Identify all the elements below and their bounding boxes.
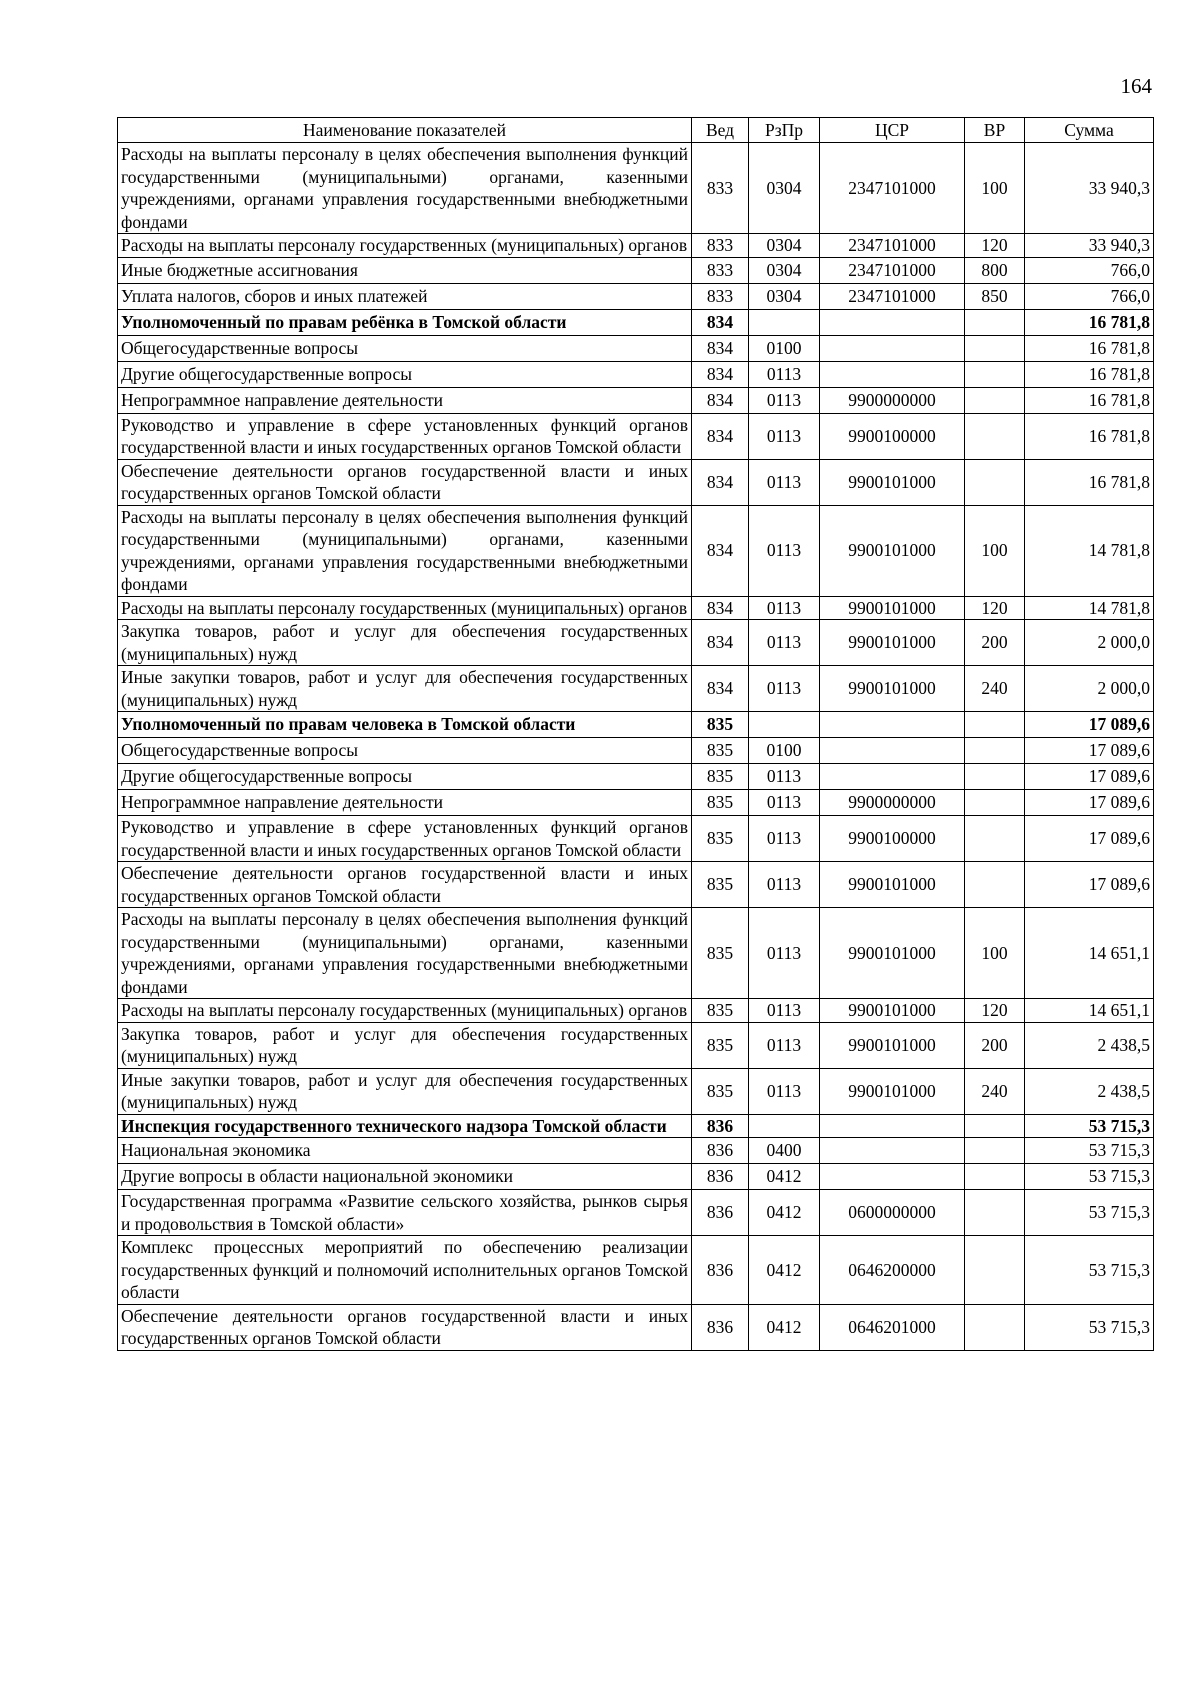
cell-vr (965, 1164, 1025, 1190)
cell-ved: 836 (692, 1164, 749, 1190)
header-sum: Сумма (1025, 118, 1154, 143)
table-row (118, 257, 1154, 283)
cell-ved: 834 (692, 413, 749, 459)
table-row (118, 234, 1154, 258)
cell-sum: 14 651,1 (1025, 908, 1154, 999)
cell-vr: 100 (965, 505, 1025, 596)
cell-sum: 53 715,3 (1025, 1164, 1154, 1190)
cell-name: Расходы на выплаты персоналу государственных (муниципальных) органов (118, 234, 692, 258)
table-row (118, 1138, 1154, 1164)
cell-csr: 9900000000 (820, 387, 965, 413)
cell-name: Обеспечение деятельности органов государственной власти и иных государственных органов Томской области (118, 459, 692, 505)
cell-name: Другие общегосударственные вопросы (118, 361, 692, 387)
cell-csr: 2347101000 (820, 257, 965, 283)
cell-csr: 9900101000 (820, 999, 965, 1023)
cell-csr (820, 309, 965, 335)
cell-ved: 835 (692, 999, 749, 1023)
table-row (118, 143, 1154, 234)
cell-rzpr: 0113 (749, 361, 820, 387)
cell-csr: 9900101000 (820, 1022, 965, 1068)
cell-csr (820, 738, 965, 764)
cell-rzpr: 0304 (749, 283, 820, 309)
cell-ved: 834 (692, 309, 749, 335)
cell-ved: 835 (692, 738, 749, 764)
header-ved: Вед (692, 118, 749, 143)
cell-vr: 240 (965, 1068, 1025, 1114)
cell-name: Другие вопросы в области национальной экономики (118, 1164, 692, 1190)
cell-csr: 9900100000 (820, 816, 965, 862)
cell-csr: 2347101000 (820, 234, 965, 258)
cell-ved: 833 (692, 257, 749, 283)
cell-rzpr: 0412 (749, 1236, 820, 1305)
cell-sum: 17 089,6 (1025, 764, 1154, 790)
header-vr: ВР (965, 118, 1025, 143)
cell-vr (965, 738, 1025, 764)
cell-csr: 9900101000 (820, 908, 965, 999)
cell-rzpr: 0100 (749, 738, 820, 764)
table-row (118, 1190, 1154, 1236)
cell-ved: 834 (692, 361, 749, 387)
cell-csr: 9900101000 (820, 459, 965, 505)
cell-csr: 2347101000 (820, 283, 965, 309)
cell-ved: 835 (692, 862, 749, 908)
cell-ved: 835 (692, 1068, 749, 1114)
cell-rzpr: 0412 (749, 1190, 820, 1236)
cell-csr (820, 764, 965, 790)
table-row (118, 712, 1154, 738)
table-row (118, 738, 1154, 764)
cell-rzpr: 0400 (749, 1138, 820, 1164)
cell-sum: 14 781,8 (1025, 505, 1154, 596)
cell-csr: 9900101000 (820, 596, 965, 620)
cell-sum: 17 089,6 (1025, 712, 1154, 738)
cell-ved: 836 (692, 1304, 749, 1350)
cell-sum: 2 438,5 (1025, 1068, 1154, 1114)
table-row (118, 790, 1154, 816)
cell-rzpr: 0113 (749, 1068, 820, 1114)
table-row (118, 361, 1154, 387)
cell-vr (965, 335, 1025, 361)
cell-rzpr: 0113 (749, 387, 820, 413)
cell-rzpr: 0113 (749, 1022, 820, 1068)
cell-vr (965, 816, 1025, 862)
cell-ved: 836 (692, 1236, 749, 1305)
cell-name: Непрограммное направление деятельности (118, 790, 692, 816)
cell-name: Иные закупки товаров, работ и услуг для обеспечения государственных (муниципальных) нужд (118, 1068, 692, 1114)
cell-ved: 833 (692, 234, 749, 258)
table-row (118, 505, 1154, 596)
cell-name: Инспекция государственного технического надзора Томской области (118, 1114, 692, 1138)
cell-name: Непрограммное направление деятельности (118, 387, 692, 413)
cell-ved: 833 (692, 143, 749, 234)
cell-ved: 835 (692, 764, 749, 790)
cell-name: Обеспечение деятельности органов государственной власти и иных государственных органов Томской области (118, 1304, 692, 1350)
cell-sum: 16 781,8 (1025, 361, 1154, 387)
cell-vr: 100 (965, 143, 1025, 234)
table-row (118, 309, 1154, 335)
cell-sum: 53 715,3 (1025, 1190, 1154, 1236)
table-header-row (118, 118, 1154, 143)
cell-vr (965, 790, 1025, 816)
table-row (118, 1114, 1154, 1138)
cell-sum: 33 940,3 (1025, 143, 1154, 234)
cell-vr (965, 1114, 1025, 1138)
cell-name: Расходы на выплаты персоналу государственных (муниципальных) органов (118, 999, 692, 1023)
cell-name: Закупка товаров, работ и услуг для обеспечения государственных (муниципальных) нужд (118, 620, 692, 666)
cell-csr: 9900100000 (820, 413, 965, 459)
cell-csr: 9900101000 (820, 620, 965, 666)
cell-csr: 9900101000 (820, 666, 965, 712)
cell-rzpr: 0100 (749, 335, 820, 361)
cell-ved: 836 (692, 1114, 749, 1138)
cell-sum: 14 781,8 (1025, 596, 1154, 620)
cell-ved: 834 (692, 596, 749, 620)
page-number: 164 (1120, 74, 1152, 98)
cell-ved: 834 (692, 459, 749, 505)
cell-vr (965, 361, 1025, 387)
cell-rzpr: 0304 (749, 143, 820, 234)
cell-rzpr: 0113 (749, 666, 820, 712)
cell-name: Обеспечение деятельности органов государственной власти и иных государственных органов Томской области (118, 862, 692, 908)
cell-sum: 16 781,8 (1025, 335, 1154, 361)
budget-table (117, 117, 1154, 1351)
cell-rzpr: 0113 (749, 999, 820, 1023)
cell-sum: 14 651,1 (1025, 999, 1154, 1023)
cell-csr: 0646201000 (820, 1304, 965, 1350)
table-row (118, 999, 1154, 1023)
table-row (118, 596, 1154, 620)
cell-sum: 53 715,3 (1025, 1138, 1154, 1164)
cell-name: Расходы на выплаты персоналу в целях обеспечения выполнения функций государственными (муниципальными) органами, казенными учреждениями, органами управления государственными внебюджетными фондами (118, 908, 692, 999)
cell-name: Руководство и управление в сфере установленных функций органов государственной власти и иных государственных органов Томской области (118, 413, 692, 459)
cell-vr: 240 (965, 666, 1025, 712)
cell-csr (820, 335, 965, 361)
cell-vr: 120 (965, 234, 1025, 258)
cell-name: Иные бюджетные ассигнования (118, 257, 692, 283)
table-row (118, 335, 1154, 361)
header-name: Наименование показателей (118, 118, 692, 143)
cell-sum: 766,0 (1025, 283, 1154, 309)
table-row (118, 1164, 1154, 1190)
cell-ved: 834 (692, 666, 749, 712)
cell-rzpr: 0412 (749, 1164, 820, 1190)
cell-name: Комплекс процессных мероприятий по обеспечению реализации государственных функций и полномочий исполнительных органов Томской области (118, 1236, 692, 1305)
cell-sum: 17 089,6 (1025, 790, 1154, 816)
cell-sum: 2 000,0 (1025, 620, 1154, 666)
table-row (118, 459, 1154, 505)
cell-vr (965, 862, 1025, 908)
cell-vr: 800 (965, 257, 1025, 283)
cell-sum: 766,0 (1025, 257, 1154, 283)
cell-rzpr: 0113 (749, 413, 820, 459)
cell-sum: 16 781,8 (1025, 387, 1154, 413)
cell-sum: 53 715,3 (1025, 1236, 1154, 1305)
table-row (118, 413, 1154, 459)
cell-vr (965, 413, 1025, 459)
cell-rzpr: 0113 (749, 764, 820, 790)
cell-rzpr: 0304 (749, 234, 820, 258)
cell-name: Руководство и управление в сфере установленных функций органов государственной власти и иных государственных органов Томской области (118, 816, 692, 862)
cell-ved: 833 (692, 283, 749, 309)
cell-rzpr: 0113 (749, 505, 820, 596)
cell-name: Общегосударственные вопросы (118, 335, 692, 361)
cell-name: Уплата налогов, сборов и иных платежей (118, 283, 692, 309)
cell-name: Расходы на выплаты персоналу в целях обеспечения выполнения функций государственными (муниципальными) органами, казенными учреждениями, органами управления государственными внебюджетными фондами (118, 143, 692, 234)
cell-rzpr: 0113 (749, 790, 820, 816)
cell-sum: 53 715,3 (1025, 1304, 1154, 1350)
table-row (118, 1236, 1154, 1305)
table-row (118, 666, 1154, 712)
cell-name: Национальная экономика (118, 1138, 692, 1164)
cell-rzpr (749, 309, 820, 335)
cell-vr (965, 309, 1025, 335)
table-row (118, 764, 1154, 790)
cell-name: Другие общегосударственные вопросы (118, 764, 692, 790)
cell-name: Уполномоченный по правам ребёнка в Томской области (118, 309, 692, 335)
cell-ved: 835 (692, 790, 749, 816)
cell-rzpr: 0113 (749, 459, 820, 505)
cell-sum: 17 089,6 (1025, 816, 1154, 862)
cell-sum: 16 781,8 (1025, 309, 1154, 335)
cell-csr: 0646200000 (820, 1236, 965, 1305)
cell-rzpr: 0113 (749, 862, 820, 908)
cell-name: Расходы на выплаты персоналу государственных (муниципальных) органов (118, 596, 692, 620)
cell-csr: 9900101000 (820, 1068, 965, 1114)
cell-vr (965, 1236, 1025, 1305)
cell-sum: 2 438,5 (1025, 1022, 1154, 1068)
cell-ved: 834 (692, 335, 749, 361)
table-row (118, 620, 1154, 666)
cell-vr (965, 459, 1025, 505)
cell-rzpr: 0113 (749, 816, 820, 862)
cell-sum: 53 715,3 (1025, 1114, 1154, 1138)
cell-ved: 835 (692, 908, 749, 999)
cell-rzpr (749, 1114, 820, 1138)
cell-sum: 17 089,6 (1025, 862, 1154, 908)
table-row (118, 387, 1154, 413)
cell-csr: 9900000000 (820, 790, 965, 816)
cell-name: Закупка товаров, работ и услуг для обеспечения государственных (муниципальных) нужд (118, 1022, 692, 1068)
cell-vr: 100 (965, 908, 1025, 999)
table-row (118, 1022, 1154, 1068)
cell-csr: 2347101000 (820, 143, 965, 234)
cell-ved: 834 (692, 505, 749, 596)
cell-vr (965, 387, 1025, 413)
table-row (118, 816, 1154, 862)
cell-ved: 834 (692, 620, 749, 666)
table-row (118, 1304, 1154, 1350)
cell-rzpr: 0412 (749, 1304, 820, 1350)
cell-vr: 200 (965, 620, 1025, 666)
cell-name: Государственная программа «Развитие сельского хозяйства, рынков сырья и продовольствия в Томской области» (118, 1190, 692, 1236)
cell-csr (820, 712, 965, 738)
cell-ved: 835 (692, 816, 749, 862)
cell-vr: 120 (965, 999, 1025, 1023)
cell-rzpr: 0113 (749, 620, 820, 666)
table-row (118, 283, 1154, 309)
cell-csr (820, 361, 965, 387)
cell-vr (965, 1304, 1025, 1350)
cell-vr (965, 764, 1025, 790)
table-row (118, 1068, 1154, 1114)
cell-vr (965, 1138, 1025, 1164)
cell-csr (820, 1138, 965, 1164)
cell-ved: 834 (692, 387, 749, 413)
table-row (118, 908, 1154, 999)
cell-rzpr: 0304 (749, 257, 820, 283)
cell-sum: 2 000,0 (1025, 666, 1154, 712)
cell-sum: 33 940,3 (1025, 234, 1154, 258)
cell-name: Иные закупки товаров, работ и услуг для обеспечения государственных (муниципальных) нужд (118, 666, 692, 712)
cell-name: Общегосударственные вопросы (118, 738, 692, 764)
cell-csr: 9900101000 (820, 862, 965, 908)
cell-rzpr: 0113 (749, 596, 820, 620)
cell-csr: 9900101000 (820, 505, 965, 596)
cell-name: Уполномоченный по правам человека в Томской области (118, 712, 692, 738)
cell-vr: 200 (965, 1022, 1025, 1068)
cell-ved: 836 (692, 1138, 749, 1164)
cell-csr (820, 1114, 965, 1138)
cell-rzpr: 0113 (749, 908, 820, 999)
cell-sum: 17 089,6 (1025, 738, 1154, 764)
cell-vr: 850 (965, 283, 1025, 309)
table-row (118, 862, 1154, 908)
cell-vr: 120 (965, 596, 1025, 620)
header-rzpr: РзПр (749, 118, 820, 143)
cell-csr: 0600000000 (820, 1190, 965, 1236)
cell-vr (965, 712, 1025, 738)
cell-sum: 16 781,8 (1025, 413, 1154, 459)
cell-ved: 835 (692, 712, 749, 738)
cell-ved: 836 (692, 1190, 749, 1236)
cell-ved: 835 (692, 1022, 749, 1068)
cell-vr (965, 1190, 1025, 1236)
header-csr: ЦСР (820, 118, 965, 143)
cell-rzpr (749, 712, 820, 738)
cell-name: Расходы на выплаты персоналу в целях обеспечения выполнения функций государственными (муниципальными) органами, казенными учреждениями, органами управления государственными внебюджетными фондами (118, 505, 692, 596)
cell-sum: 16 781,8 (1025, 459, 1154, 505)
cell-csr (820, 1164, 965, 1190)
